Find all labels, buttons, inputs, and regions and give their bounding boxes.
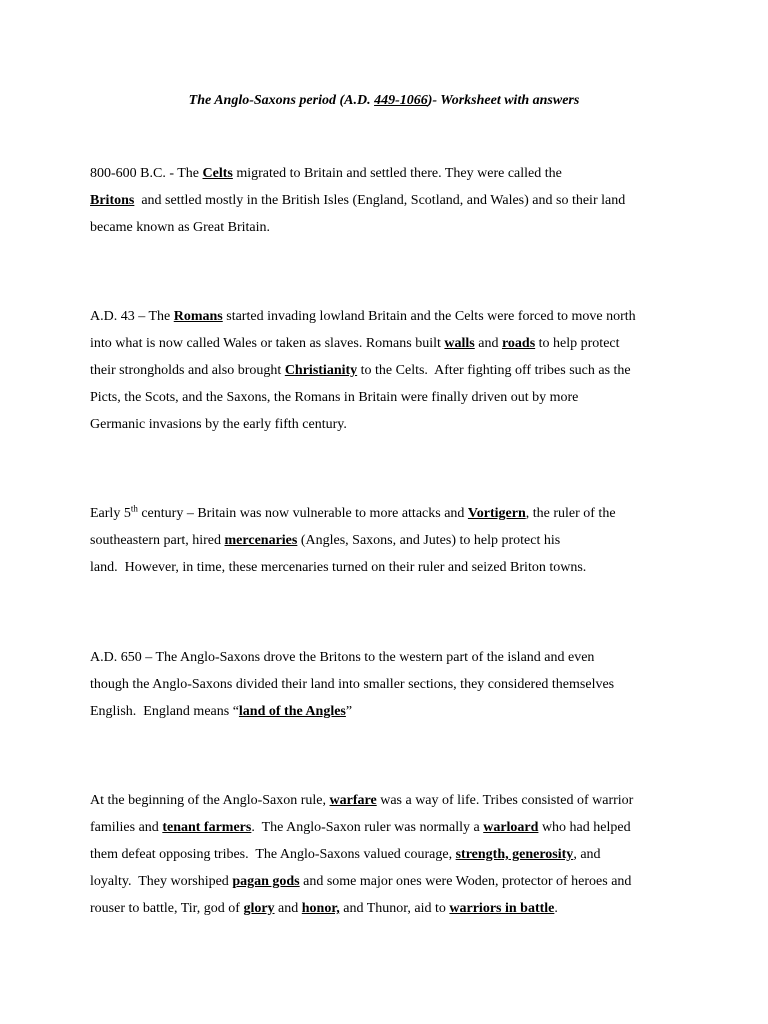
- title-dates: 449-1066: [374, 93, 428, 108]
- text-run: (Angles, Saxons, and Jutes) to help protect his: [297, 533, 561, 548]
- text-run: into what is now called Wales or taken as slaves. Romans built: [90, 336, 445, 351]
- answer-warloard: warloard: [483, 820, 539, 835]
- text-line: [90, 500, 690, 527]
- answer-strength-generosity: strength, generosity: [455, 847, 574, 862]
- text-run: century – Britain was now vulnerable to more attacks and: [137, 506, 468, 521]
- answer-christianity: Christianity: [284, 363, 358, 378]
- text-run: ”: [345, 704, 353, 719]
- text-run: families and: [90, 820, 163, 835]
- text-line: [90, 895, 690, 922]
- text-run: , the ruler of the: [525, 506, 616, 521]
- text-run: to the Celts. After fighting off tribes such as the: [357, 363, 631, 378]
- text-run: them defeat opposing tribes. The Anglo-Saxons valued courage,: [90, 847, 456, 862]
- title-text-end: )- Worksheet with answers: [427, 93, 580, 108]
- answer-pagan-gods: pagan gods: [232, 874, 300, 889]
- answer-britons: Britons: [90, 193, 135, 208]
- answer-land-of-the-angles: land of the Angles: [238, 704, 346, 719]
- text-run: rouser to battle, Tir, god of: [90, 901, 244, 916]
- text-run: loyalty. They worshiped: [90, 874, 233, 889]
- worksheet-title: [0, 91, 768, 111]
- text-line: [90, 787, 690, 814]
- answer-walls: walls: [444, 336, 475, 351]
- text-line: [90, 357, 690, 384]
- text-line: though the Anglo-Saxons divided their land into smaller sections, they considered themselves: [90, 677, 615, 692]
- text-run: and: [274, 901, 302, 916]
- text-run: was a way of life. Tribes consisted of warrior: [376, 793, 634, 808]
- paragraph-anglo-saxon-rule: [90, 787, 690, 922]
- text-run: their strongholds and also brought: [90, 363, 285, 378]
- text-line: [90, 303, 690, 330]
- text-line: [90, 160, 690, 187]
- ordinal-superscript: th: [130, 503, 138, 514]
- text-run: who had helped: [538, 820, 631, 835]
- answer-mercenaries: mercenaries: [224, 533, 298, 548]
- answer-warriors-in-battle: warriors in battle: [449, 901, 555, 916]
- text-run: migrated to Britain and settled there. They were called the: [232, 166, 562, 181]
- text-line: [90, 187, 690, 214]
- text-line: [90, 698, 690, 725]
- text-line: [90, 841, 690, 868]
- text-run: and settled mostly in the British Isles (England, Scotland, and Wales) and so their land: [134, 193, 626, 208]
- text-line: [90, 527, 690, 554]
- text-line: land. However, in time, these mercenaries turned on their ruler and seized Briton towns.: [90, 560, 587, 575]
- answer-romans: Romans: [173, 309, 223, 324]
- text-run: southeastern part, hired: [90, 533, 225, 548]
- paragraph-vortigern: [90, 500, 690, 581]
- text-line: became known as Great Britain.: [90, 220, 270, 235]
- paragraph-celts: [90, 160, 690, 241]
- answer-tenant-farmers: tenant farmers: [162, 820, 252, 835]
- paragraph-angles: [90, 644, 690, 725]
- text-run: to help protect: [535, 336, 620, 351]
- text-run: At the beginning of the Anglo-Saxon rule,: [90, 793, 330, 808]
- paragraph-romans: [90, 303, 690, 438]
- answer-warfare: warfare: [329, 793, 377, 808]
- text-line: Picts, the Scots, and the Saxons, the Romans in Britain were finally driven out by more: [90, 390, 579, 405]
- answer-honor: honor,: [301, 901, 340, 916]
- text-run: started invading lowland Britain and the Celts were forced to move north: [222, 309, 636, 324]
- answer-celts: Celts: [202, 166, 233, 181]
- answer-glory: glory: [243, 901, 275, 916]
- answer-vortigern: Vortigern: [467, 506, 526, 521]
- text-line: Germanic invasions by the early fifth century.: [90, 417, 347, 432]
- text-run: Early 5: [90, 506, 131, 521]
- text-line: [90, 868, 690, 895]
- title-text-start: The Anglo-Saxons period (A.D.: [188, 93, 375, 108]
- text-line: A.D. 650 – The Anglo-Saxons drove the Britons to the western part of the island and even: [90, 650, 595, 665]
- text-line: [90, 814, 690, 841]
- text-run: .: [554, 901, 558, 916]
- text-run: A.D. 43 – The: [90, 309, 174, 324]
- text-line: [90, 330, 690, 357]
- text-run: , and: [573, 847, 601, 862]
- text-run: and some major ones were Woden, protector of heroes and: [299, 874, 632, 889]
- text-run: . The Anglo-Saxon ruler was normally a: [251, 820, 484, 835]
- text-run: and: [474, 336, 502, 351]
- text-run: and Thunor, aid to: [339, 901, 450, 916]
- text-run: English. England means “: [90, 704, 239, 719]
- answer-roads: roads: [501, 336, 536, 351]
- text-run: 800-600 B.C. - The: [90, 166, 203, 181]
